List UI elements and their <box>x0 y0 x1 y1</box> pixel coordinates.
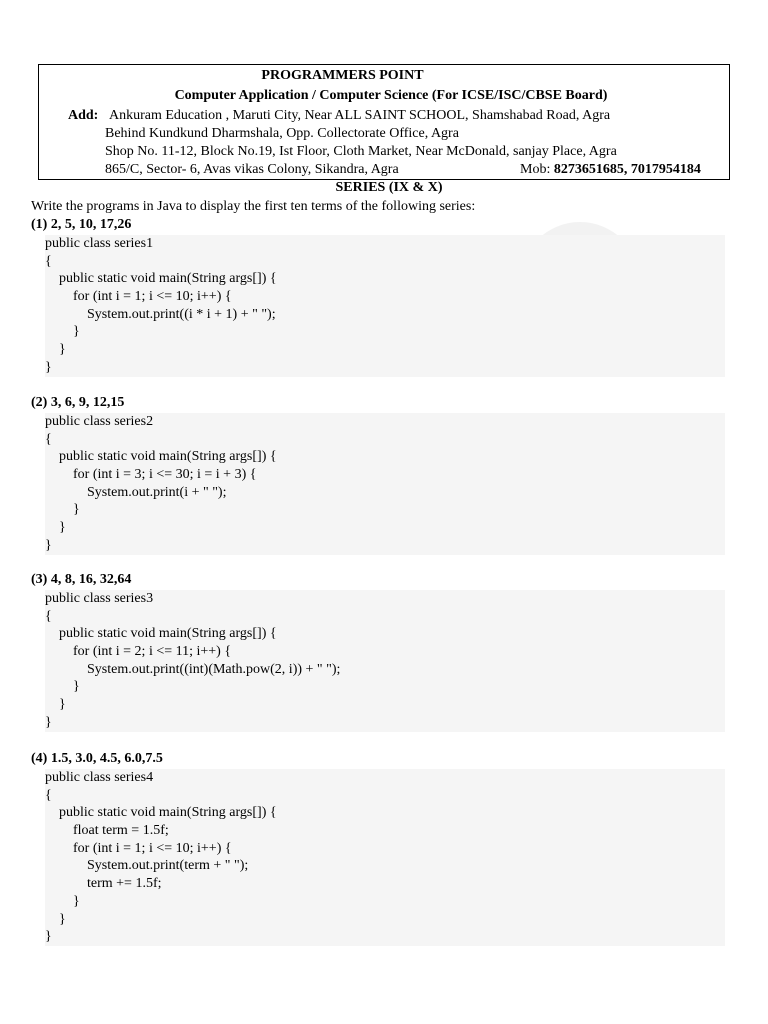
mobile-label: Mob: <box>520 162 551 177</box>
code-line: for (int i = 1; i <= 10; i++) { <box>45 289 232 305</box>
code-line: public static void main(String args[]) { <box>45 805 277 821</box>
program-heading-2: (2) 3, 6, 9, 12,15 <box>31 395 125 410</box>
code-line: } <box>45 929 52 945</box>
code-line: } <box>45 502 80 518</box>
code-line: public static void main(String args[]) { <box>45 271 277 287</box>
code-line: System.out.print(term + " "); <box>45 858 249 874</box>
code-line: } <box>45 679 80 695</box>
mobile-numbers: 8273651685, 7017954184 <box>553 162 701 177</box>
intro-text: Write the programs in Java to display the first ten terms of the following series: <box>31 199 476 214</box>
code-block-3 <box>45 590 725 732</box>
program-heading-3: (3) 4, 8, 16, 32,64 <box>31 572 132 587</box>
code-line: term += 1.5f; <box>45 876 162 892</box>
code-line: } <box>45 342 66 358</box>
code-line: { <box>45 608 52 624</box>
address-line-2: Behind Kundkund Dharmshala, Opp. Collectorate Office, Agra <box>105 126 459 141</box>
code-line: } <box>45 537 52 553</box>
code-line: } <box>45 714 52 730</box>
institute-title: PROGRAMMERS POINT <box>261 68 424 83</box>
program-heading-1: (1) 2, 5, 10, 17,26 <box>31 217 132 232</box>
code-line: System.out.print(i + " "); <box>45 484 227 500</box>
code-line: } <box>45 911 66 927</box>
code-line: } <box>45 324 80 340</box>
institute-subtitle: Computer Application / Computer Science (For ICSE/ISC/CBSE Board) <box>174 88 608 103</box>
code-block-2 <box>45 413 725 555</box>
code-line: for (int i = 1; i <= 10; i++) { <box>45 840 232 856</box>
code-line: { <box>45 787 52 803</box>
code-line: public class series4 <box>45 770 154 785</box>
code-line: } <box>45 520 66 536</box>
code-line: { <box>45 431 52 447</box>
address-line-4: 865/C, Sector- 6, Avas vikas Colony, Sikandra, Agra <box>105 162 399 177</box>
program-heading-4: (4) 1.5, 3.0, 4.5, 6.0,7.5 <box>31 751 163 766</box>
code-line: } <box>45 697 66 713</box>
address-line-3: Shop No. 11-12, Block No.19, Ist Floor, Cloth Market, Near McDonald, sanjay Place, Agra <box>105 144 617 159</box>
code-line: System.out.print((i * i + 1) + " "); <box>45 306 276 322</box>
code-line: public class series1 <box>45 236 154 251</box>
code-line: float term = 1.5f; <box>45 823 169 839</box>
mobile-info <box>520 161 701 179</box>
code-line: public static void main(String args[]) { <box>45 449 277 465</box>
code-line: for (int i = 2; i <= 11; i++) { <box>45 644 232 660</box>
code-line: public class series3 <box>45 591 154 606</box>
code-line: for (int i = 3; i <= 30; i = i + 3) { <box>45 467 257 483</box>
code-line: public class series2 <box>45 414 154 429</box>
code-block-4 <box>45 769 725 946</box>
address-label: Add: <box>68 108 99 123</box>
code-line: { <box>45 253 52 269</box>
address-line-1: Ankuram Education , Maruti City, Near ALL SAINT SCHOOL, Shamshabad Road, Agra <box>109 108 611 123</box>
code-line: } <box>45 893 80 909</box>
code-line: } <box>45 359 52 375</box>
header-box <box>38 64 730 180</box>
code-block-1 <box>45 235 725 377</box>
section-title: SERIES (IX & X) <box>335 180 443 195</box>
code-line: public static void main(String args[]) { <box>45 626 277 642</box>
code-line: System.out.print((int)(Math.pow(2, i)) + " "); <box>45 661 341 677</box>
